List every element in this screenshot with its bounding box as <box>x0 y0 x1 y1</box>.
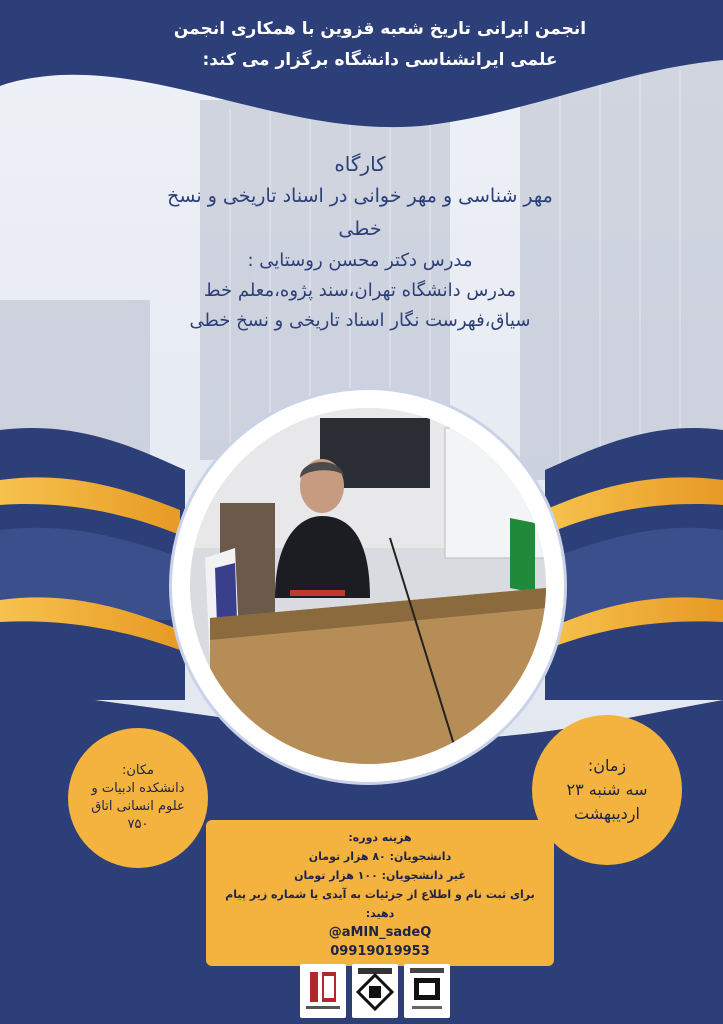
time-bubble <box>532 715 682 865</box>
location-line-2: علوم انسانی اتاق <box>91 799 185 814</box>
location-line-3: ۷۵۰ <box>127 817 149 832</box>
teacher-name: مدرس دکتر محسن روستایی : <box>247 250 473 271</box>
teacher-bio-line-1: مدرس دانشگاه تهران،سند پژوه،معلم خط <box>203 280 517 301</box>
logo-strip <box>300 964 452 1022</box>
teacher-bio <box>120 276 600 336</box>
workshop-block <box>120 148 600 336</box>
fee-non-students: غیر دانشجویان: ۱۰۰ هزار تومان <box>294 869 466 882</box>
location-line-1: دانشکده ادبیات و <box>91 781 185 796</box>
register-line-1: برای ثبت نام و اطلاع از جزئیات به آیدی یا شماره زیر پیام <box>225 888 535 901</box>
time-line-1: سه شنبه ۲۳ <box>566 780 648 799</box>
location-label: مکان: <box>121 763 155 778</box>
location-bubble <box>68 728 208 868</box>
instagram-handle[interactable]: @aMIN_sadeQ <box>328 925 432 940</box>
fee-title: هزینه دوره: <box>348 831 412 844</box>
register-line-2: دهید: <box>365 907 395 920</box>
teacher-bio-line-2: سیاق،فهرست نگار اسناد تاریخی و نسخ خطی <box>189 310 531 331</box>
fee-students: دانشجویان: ۸۰ هزار تومان <box>308 850 452 863</box>
speaker-photo <box>190 408 546 764</box>
phone-number[interactable]: 09919019953 <box>330 944 430 959</box>
workshop-title <box>120 180 600 246</box>
header-text <box>150 14 610 76</box>
university-logo-icon <box>352 964 398 1018</box>
workshop-title-line-1: مهر شناسی و مهر خوانی در اسناد تاریخی و نسخ <box>167 185 553 207</box>
speaker-photo-illustration <box>190 408 546 764</box>
time-line-2: اردیبهشت <box>574 804 640 823</box>
info-text <box>206 828 554 961</box>
info-box <box>206 820 554 966</box>
iranology-logo-icon <box>404 964 450 1018</box>
workshop-title-line-2: خطی <box>338 218 382 240</box>
workshop-label: کارگاه <box>334 152 386 176</box>
time-label: زمان: <box>587 756 627 775</box>
header-line-2: علمی ایرانشناسی دانشگاه برگزار می کند: <box>202 50 558 70</box>
header-line-1: انجمن ایرانی تاریخ شعبه قزوین با همکاری انجمن <box>173 19 587 39</box>
society-logo-icon <box>300 964 346 1018</box>
